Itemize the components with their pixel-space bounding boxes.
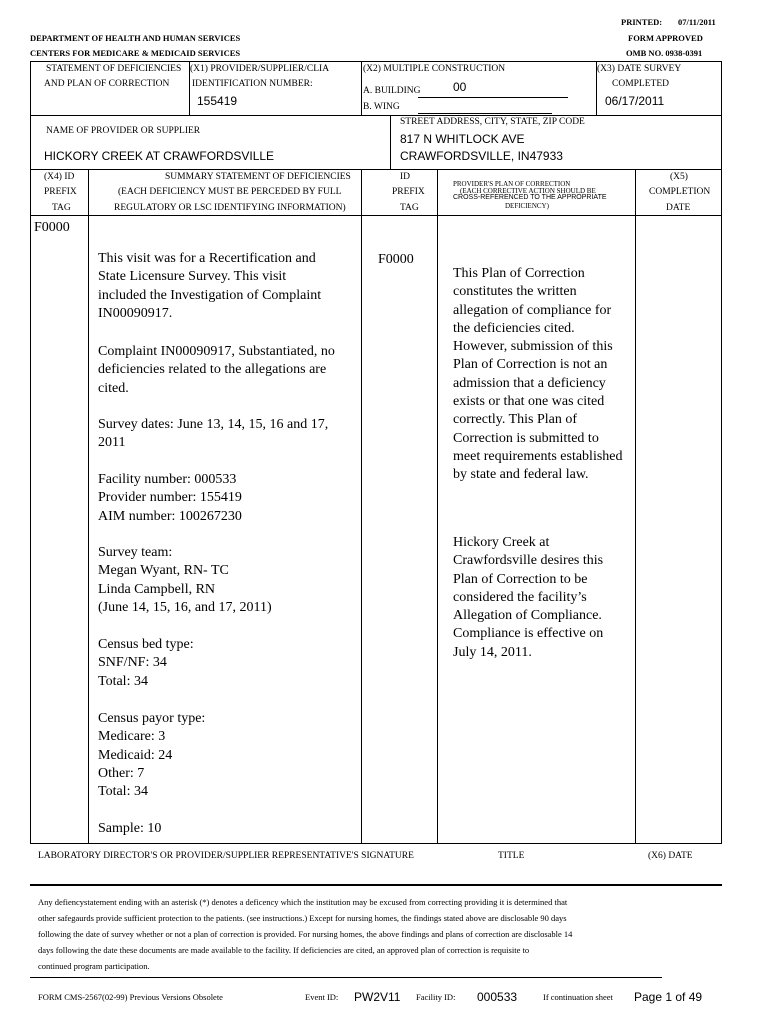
statement-label-2: AND PLAN OF CORRECTION [44,79,170,89]
summary-paragraph: Census bed type: SNF/NF: 34 Total: 34 [98,637,194,689]
street-address-label: STREET ADDRESS, CITY, STATE, ZIP CODE [400,117,585,127]
x3-label-2: COMPLETED [612,79,669,89]
id-label-1: ID [400,172,411,182]
plan-label-1: PROVIDER'S PLAN OF CORRECTION [453,180,571,188]
provider-name-label: NAME OF PROVIDER OR SUPPLIER [46,126,201,136]
omb-number: OMB NO. 0938-0391 [626,48,703,58]
left-tag: F0000 [34,220,70,235]
x4-label-1: (X4) ID [44,172,75,182]
printed-date: 07/11/2011 [678,17,716,27]
statement-label-1: STATEMENT OF DEFICIENCIES [46,64,182,74]
centers-title: CENTERS FOR MEDICARE & MEDICAID SERVICES [30,48,241,58]
page-number: Page 1 of 49 [634,990,703,1004]
building-value: 00 [453,80,467,94]
id-label-3: TAG [400,203,419,213]
summary-paragraph: Sample: 10 [98,821,162,836]
x5-label-1: (X5) [670,172,688,182]
wing-label: B. WING [363,102,400,112]
department-title: DEPARTMENT OF HEALTH AND HUMAN SERVICES [30,33,241,43]
x5-label-3: DATE [666,203,691,213]
disclaimer-line: other safegaurds provide sufficient protection to the patients. (see instructions.) Except for nursing homes, the findings stated above are disclosable 90 days [38,913,567,923]
x4-label-3: TAG [52,203,71,213]
street-address: 817 N WHITLOCK AVE [400,132,525,146]
x6-date-label: (X6) DATE [648,851,693,861]
plan-label-3: CROSS-REFERENCED TO THE APPROPRIATE [453,194,607,201]
disclaimer-line: following the date of survey whether or not a plan of correction is provided. For nursing homes, the above findings and plans of correction are disclosable 14 [38,929,573,939]
facility-id-label: Facility ID: [416,992,456,1002]
x4-label-2: PREFIX [44,187,77,197]
printed-label: PRINTED: [621,17,663,27]
disclaimer-line: days following the date these documents are made available to the facility. If deficiencies are cited, an approved plan of correction is requisite to [38,945,530,955]
x3-label-1: (X3) DATE SURVEY [597,64,682,74]
event-id-label: Event ID: [305,992,339,1002]
event-id-value: PW2V11 [354,990,401,1004]
building-label: A. BUILDING [363,86,421,96]
title-label: TITLE [498,851,525,861]
signature-label: LABORATORY DIRECTOR'S OR PROVIDER/SUPPLIER REPRESENTATIVE'S SIGNATURE [38,851,414,861]
disclaimer-line: Any defiencystatement ending with an asterisk (*) denotes a deficency which the institution may be excused from correcting providing it is determined that [38,897,568,907]
city-state-zip: CRAWFORDSVILLE, IN47933 [400,149,563,163]
summary-paragraph: Survey dates: June 13, 14, 15, 16 and 17, 2011 [98,417,329,451]
summary-label-3: REGULATORY OR LSC IDENTIFYING INFORMATION) [114,203,346,213]
summary-paragraph: Survey team: Megan Wyant, RN- TC Linda Campbell, RN (June 14, 15, 16, and 17, 2011) [98,545,272,615]
continuation-label: If continuation sheet [543,992,613,1002]
provider-id-value: 155419 [197,94,238,108]
summary-label-2: (EACH DEFICIENCY MUST BE PERCEDED BY FULL [118,187,342,197]
disclaimer-line: continued program participation. [38,961,150,971]
form-approved: FORM APPROVED [628,33,703,43]
x5-label-2: COMPLETION [649,187,711,197]
summary-paragraph: Facility number: 000533 Provider number: 155419 AIM number: 100267230 [98,472,242,524]
summary-paragraph: Census payor type: Medicare: 3 Medicaid: 24 Other: 7 Total: 34 [98,711,206,800]
x2-label: (X2) MULTIPLE CONSTRUCTION [363,64,506,74]
id-label-2: PREFIX [392,187,425,197]
plan-paragraph: This Plan of Correction constitutes the written allegation of compliance for the deficiencies cited. However, submission of this Plan of Correction is not an admission that a deficiency exists or that one was cited correctly. This Plan of Correction is submitted to meet requirements established by state and federal law. [453,266,623,483]
facility-id-value: 000533 [477,990,518,1004]
plan-paragraph: Hickory Creek at Crawfordsville desires this Plan of Correction to be considered the facility’s Allegation of Compliance. Compliance is effective on July 14, 2011. [453,535,604,660]
form-number: FORM CMS-2567(02-99) Previous Versions Obsolete [38,992,223,1002]
plan-label-4: DEFICIENCY) [505,202,549,210]
summary-paragraph: This visit was for a Recertification and State Licensure Survey. This visit included the Investigation of Complaint IN00090917. [98,251,322,321]
x1-label-2: IDENTIFICATION NUMBER: [192,79,313,89]
summary-paragraph: Complaint IN00090917, Substantiated, no deficiencies related to the allegations are cited. [98,344,335,396]
provider-name: HICKORY CREEK AT CRAWFORDSVILLE [44,149,275,163]
plan-label-2: (EACH CORRECTIVE ACTION SHOULD BE [460,187,596,195]
survey-date-value: 06/17/2011 [605,94,665,108]
summary-label-1: SUMMARY STATEMENT OF DEFICIENCIES [165,172,351,182]
x1-label-1: (X1) PROVIDER/SUPPLIER/CLIA [190,64,330,74]
right-tag: F0000 [378,252,414,267]
